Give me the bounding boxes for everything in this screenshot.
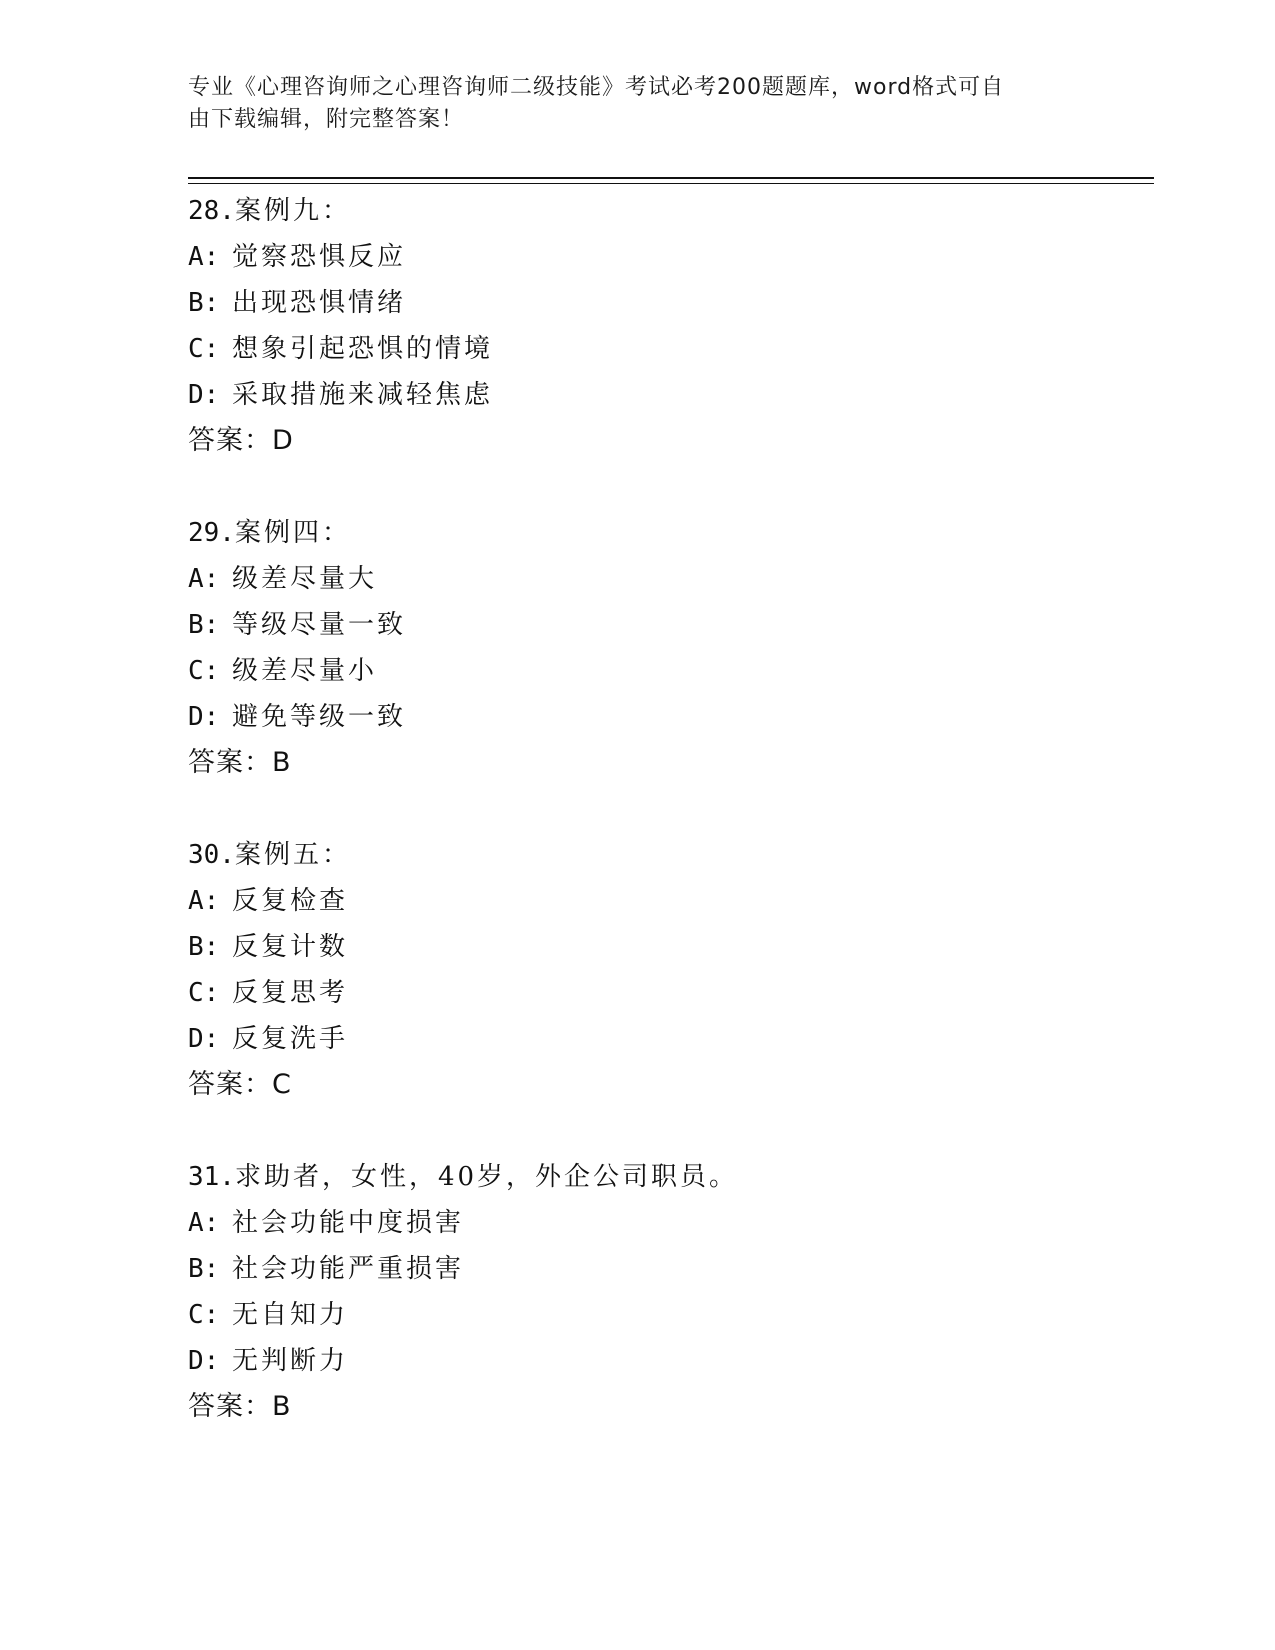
option-text: 级差尽量大 [232, 564, 378, 594]
option-text: 觉察恐惧反应 [232, 242, 407, 272]
answer-line: 答案：B [188, 747, 292, 778]
option-letter: B: [188, 288, 220, 318]
option-b [188, 924, 1148, 970]
header-divider-thin [188, 183, 1154, 184]
document-header [188, 72, 1068, 136]
question-31 [188, 1154, 1148, 1430]
answer-line: 答案：B [188, 1391, 292, 1422]
option-letter: B: [188, 610, 220, 640]
option-text: 想象引起恐惧的情境 [232, 334, 494, 364]
question-text: 案例五： [234, 840, 351, 870]
option-letter: A: [188, 564, 220, 594]
header-divider-thick [188, 177, 1154, 179]
question-28 [188, 188, 1148, 464]
option-letter: B: [188, 932, 220, 962]
option-letter: B: [188, 1254, 220, 1284]
option-text: 采取措施来减轻焦虑 [232, 380, 494, 410]
option-text: 反复计数 [232, 932, 349, 962]
option-a [188, 878, 1148, 924]
question-30 [188, 832, 1148, 1108]
option-letter: D: [188, 380, 220, 410]
option-c [188, 970, 1148, 1016]
option-text: 出现恐惧情绪 [232, 288, 407, 318]
option-a [188, 1200, 1148, 1246]
option-text: 级差尽量小 [232, 656, 378, 686]
option-letter: D: [188, 1024, 220, 1054]
option-a [188, 234, 1148, 280]
option-text: 社会功能中度损害 [232, 1208, 465, 1238]
question-text: 求助者，女性，40岁，外企公司职员。 [234, 1162, 739, 1192]
question-stem [188, 188, 1148, 234]
option-c [188, 1292, 1148, 1338]
option-b [188, 280, 1148, 326]
option-b [188, 1246, 1148, 1292]
question-stem [188, 1154, 1148, 1200]
header-line-2: 由下载编辑，附完整答案！ [188, 107, 465, 132]
option-c [188, 648, 1148, 694]
option-letter: C: [188, 334, 220, 364]
question-number: 28. [188, 196, 235, 226]
option-text: 等级尽量一致 [232, 610, 407, 640]
option-letter: A: [188, 886, 220, 916]
answer-line: 答案：D [188, 425, 294, 456]
option-text: 反复检查 [232, 886, 349, 916]
option-d [188, 1016, 1148, 1062]
option-letter: D: [188, 702, 220, 732]
option-b [188, 602, 1148, 648]
answer-line: 答案：C [188, 1069, 292, 1100]
option-d [188, 694, 1148, 740]
question-list [188, 188, 1148, 1476]
option-letter: A: [188, 242, 220, 272]
question-text: 案例四： [234, 518, 351, 548]
option-d [188, 1338, 1148, 1384]
question-number: 31. [188, 1162, 235, 1192]
option-text: 无判断力 [232, 1346, 349, 1376]
option-letter: D: [188, 1346, 220, 1376]
option-c [188, 326, 1148, 372]
option-letter: C: [188, 656, 220, 686]
option-text: 反复洗手 [232, 1024, 349, 1054]
option-letter: C: [188, 978, 220, 1008]
option-text: 社会功能严重损害 [232, 1254, 465, 1284]
question-number: 29. [188, 518, 235, 548]
option-text: 避免等级一致 [232, 702, 407, 732]
header-line-1: 专业《心理咨询师之心理咨询师二级技能》考试必考200题题库，word格式可自 [188, 75, 1005, 100]
question-stem [188, 510, 1148, 556]
option-d [188, 372, 1148, 418]
option-text: 反复思考 [232, 978, 349, 1008]
option-a [188, 556, 1148, 602]
option-text: 无自知力 [232, 1300, 349, 1330]
question-29 [188, 510, 1148, 786]
option-letter: C: [188, 1300, 220, 1330]
option-letter: A: [188, 1208, 220, 1238]
question-text: 案例九： [234, 196, 351, 226]
question-stem [188, 832, 1148, 878]
question-number: 30. [188, 840, 235, 870]
